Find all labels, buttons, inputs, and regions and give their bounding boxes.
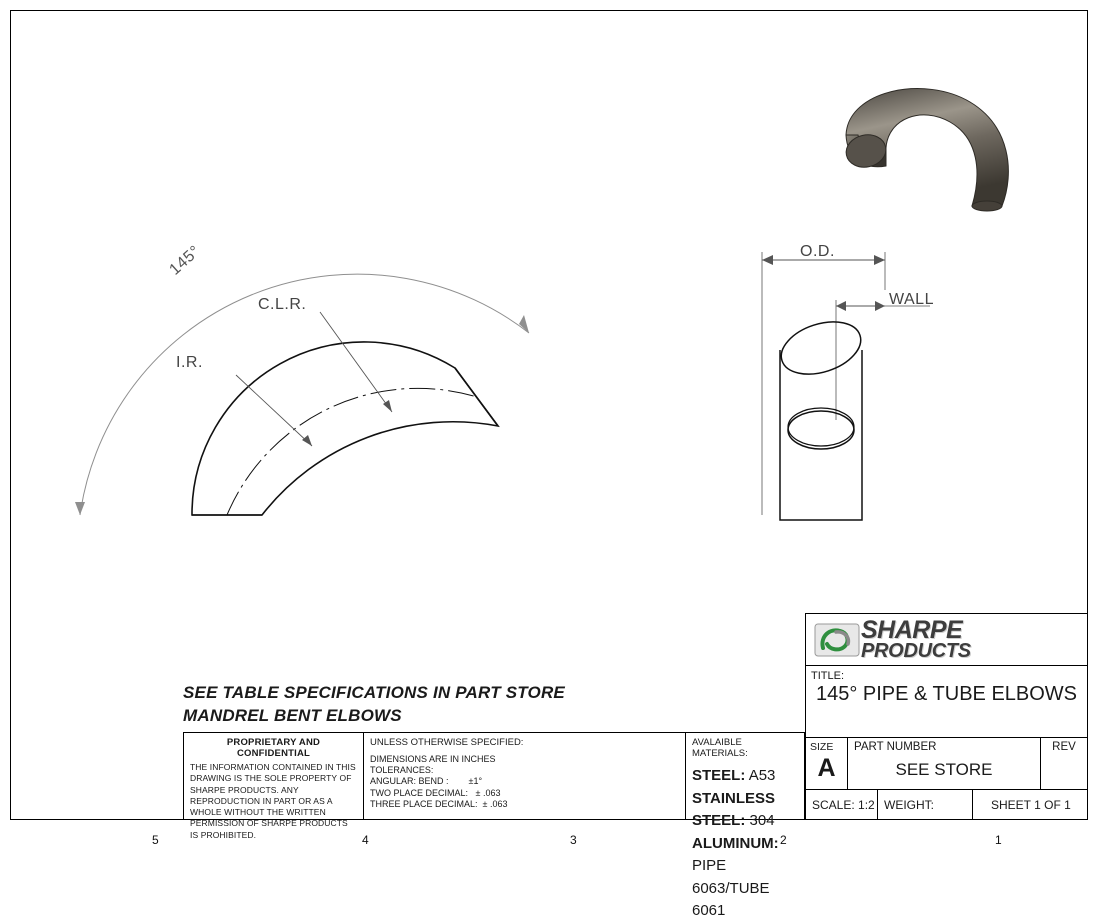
part-store-note-line2: MANDREL BENT ELBOWS (183, 705, 402, 725)
part-number-cell (848, 738, 1041, 789)
title-row (806, 666, 1087, 738)
tolerances-column (364, 733, 686, 819)
rev-caption: REV (1052, 741, 1076, 753)
part-store-note (183, 682, 565, 728)
logo-wordmark (861, 618, 971, 661)
title-block-footer (806, 790, 1087, 819)
proprietary-column (184, 733, 364, 840)
weight-cell: WEIGHT: (878, 790, 973, 819)
materials-title: AVALAIBLE MATERIALS: (692, 737, 748, 759)
part-number-row (806, 738, 1087, 790)
rev-cell (1041, 738, 1087, 789)
material-row-steel (692, 765, 798, 788)
sheet-cell: SHEET 1 OF 1 (991, 797, 1071, 812)
zone-number-2: 2 (780, 833, 787, 847)
material-label-aluminum: ALUMINUM: (692, 834, 779, 852)
unless-otherwise-title: UNLESS OTHERWISE SPECIFIED: (370, 737, 524, 748)
angle-label: 145° (166, 242, 204, 279)
title-value: 145° PIPE & TUBE ELBOWS (815, 683, 1078, 705)
material-label-steel: STEEL: (692, 767, 746, 784)
material-value-stainless: 304 (749, 812, 775, 829)
tolerance-row-two-place: TWO PLACE DECIMAL: ± .063 (370, 787, 501, 798)
material-label-stainless: STAINLESS STEEL: (692, 789, 776, 829)
scale-cell: SCALE: 1:2 (806, 790, 878, 819)
elbow-section-view (40, 170, 720, 730)
zone-number-4: 4 (362, 833, 369, 847)
zone-number-1: 1 (995, 833, 1002, 847)
notes-block (183, 732, 805, 919)
tolerances-title: TOLERANCES: (370, 765, 434, 775)
material-value-aluminum: PIPE 6063/TUBE 6061 (692, 857, 770, 919)
size-cell (806, 738, 848, 789)
ir-label: I.R. (176, 354, 203, 371)
proprietary-text: THE INFORMATION CONTAINED IN THIS DRAWING IS THE SOLE PROPERTY OF SHARPE PRODUCTS. ANY REPRODUCTION IN PART OR AS A WHOLE WITHOUT THE WRITTEN PERMISSION OF SHARPE PRODUCTS IS PROHIBITED. (190, 762, 356, 840)
od-label: O.D. (800, 243, 835, 260)
dimensions-line: DIMENSIONS ARE IN INCHES (370, 754, 496, 764)
materials-column (686, 733, 804, 919)
tolerance-row-three-place: THREE PLACE DECIMAL: ± .063 (370, 799, 508, 810)
part-number-value: SEE STORE (895, 760, 993, 779)
material-row-stainless (692, 788, 798, 833)
logo-line1: SHARPE (861, 616, 963, 644)
wall-label: WALL (889, 291, 934, 308)
zone-number-5: 5 (152, 833, 159, 847)
part-number-caption: PART NUMBER (854, 741, 937, 753)
material-value-steel: A53 (748, 767, 776, 784)
sharpe-products-logo-icon (814, 622, 860, 658)
logo-line2: PRODUCTS (861, 640, 971, 662)
tolerance-row-angular: ANGULAR: BEND : ±1° (370, 776, 483, 786)
size-value: A (817, 754, 836, 782)
clr-label: C.L.R. (258, 296, 307, 313)
logo-row (806, 614, 1087, 666)
size-caption: SIZE (810, 741, 834, 753)
isometric-elbow-model (830, 80, 1060, 230)
title-block (805, 613, 1088, 820)
zone-number-3: 3 (570, 833, 577, 847)
proprietary-title: PROPRIETARY AND CONFIDENTIAL (226, 737, 321, 759)
title-caption: TITLE: (811, 670, 845, 682)
part-store-note-line1: SEE TABLE SPECIFICATIONS IN PART STORE (183, 683, 565, 702)
